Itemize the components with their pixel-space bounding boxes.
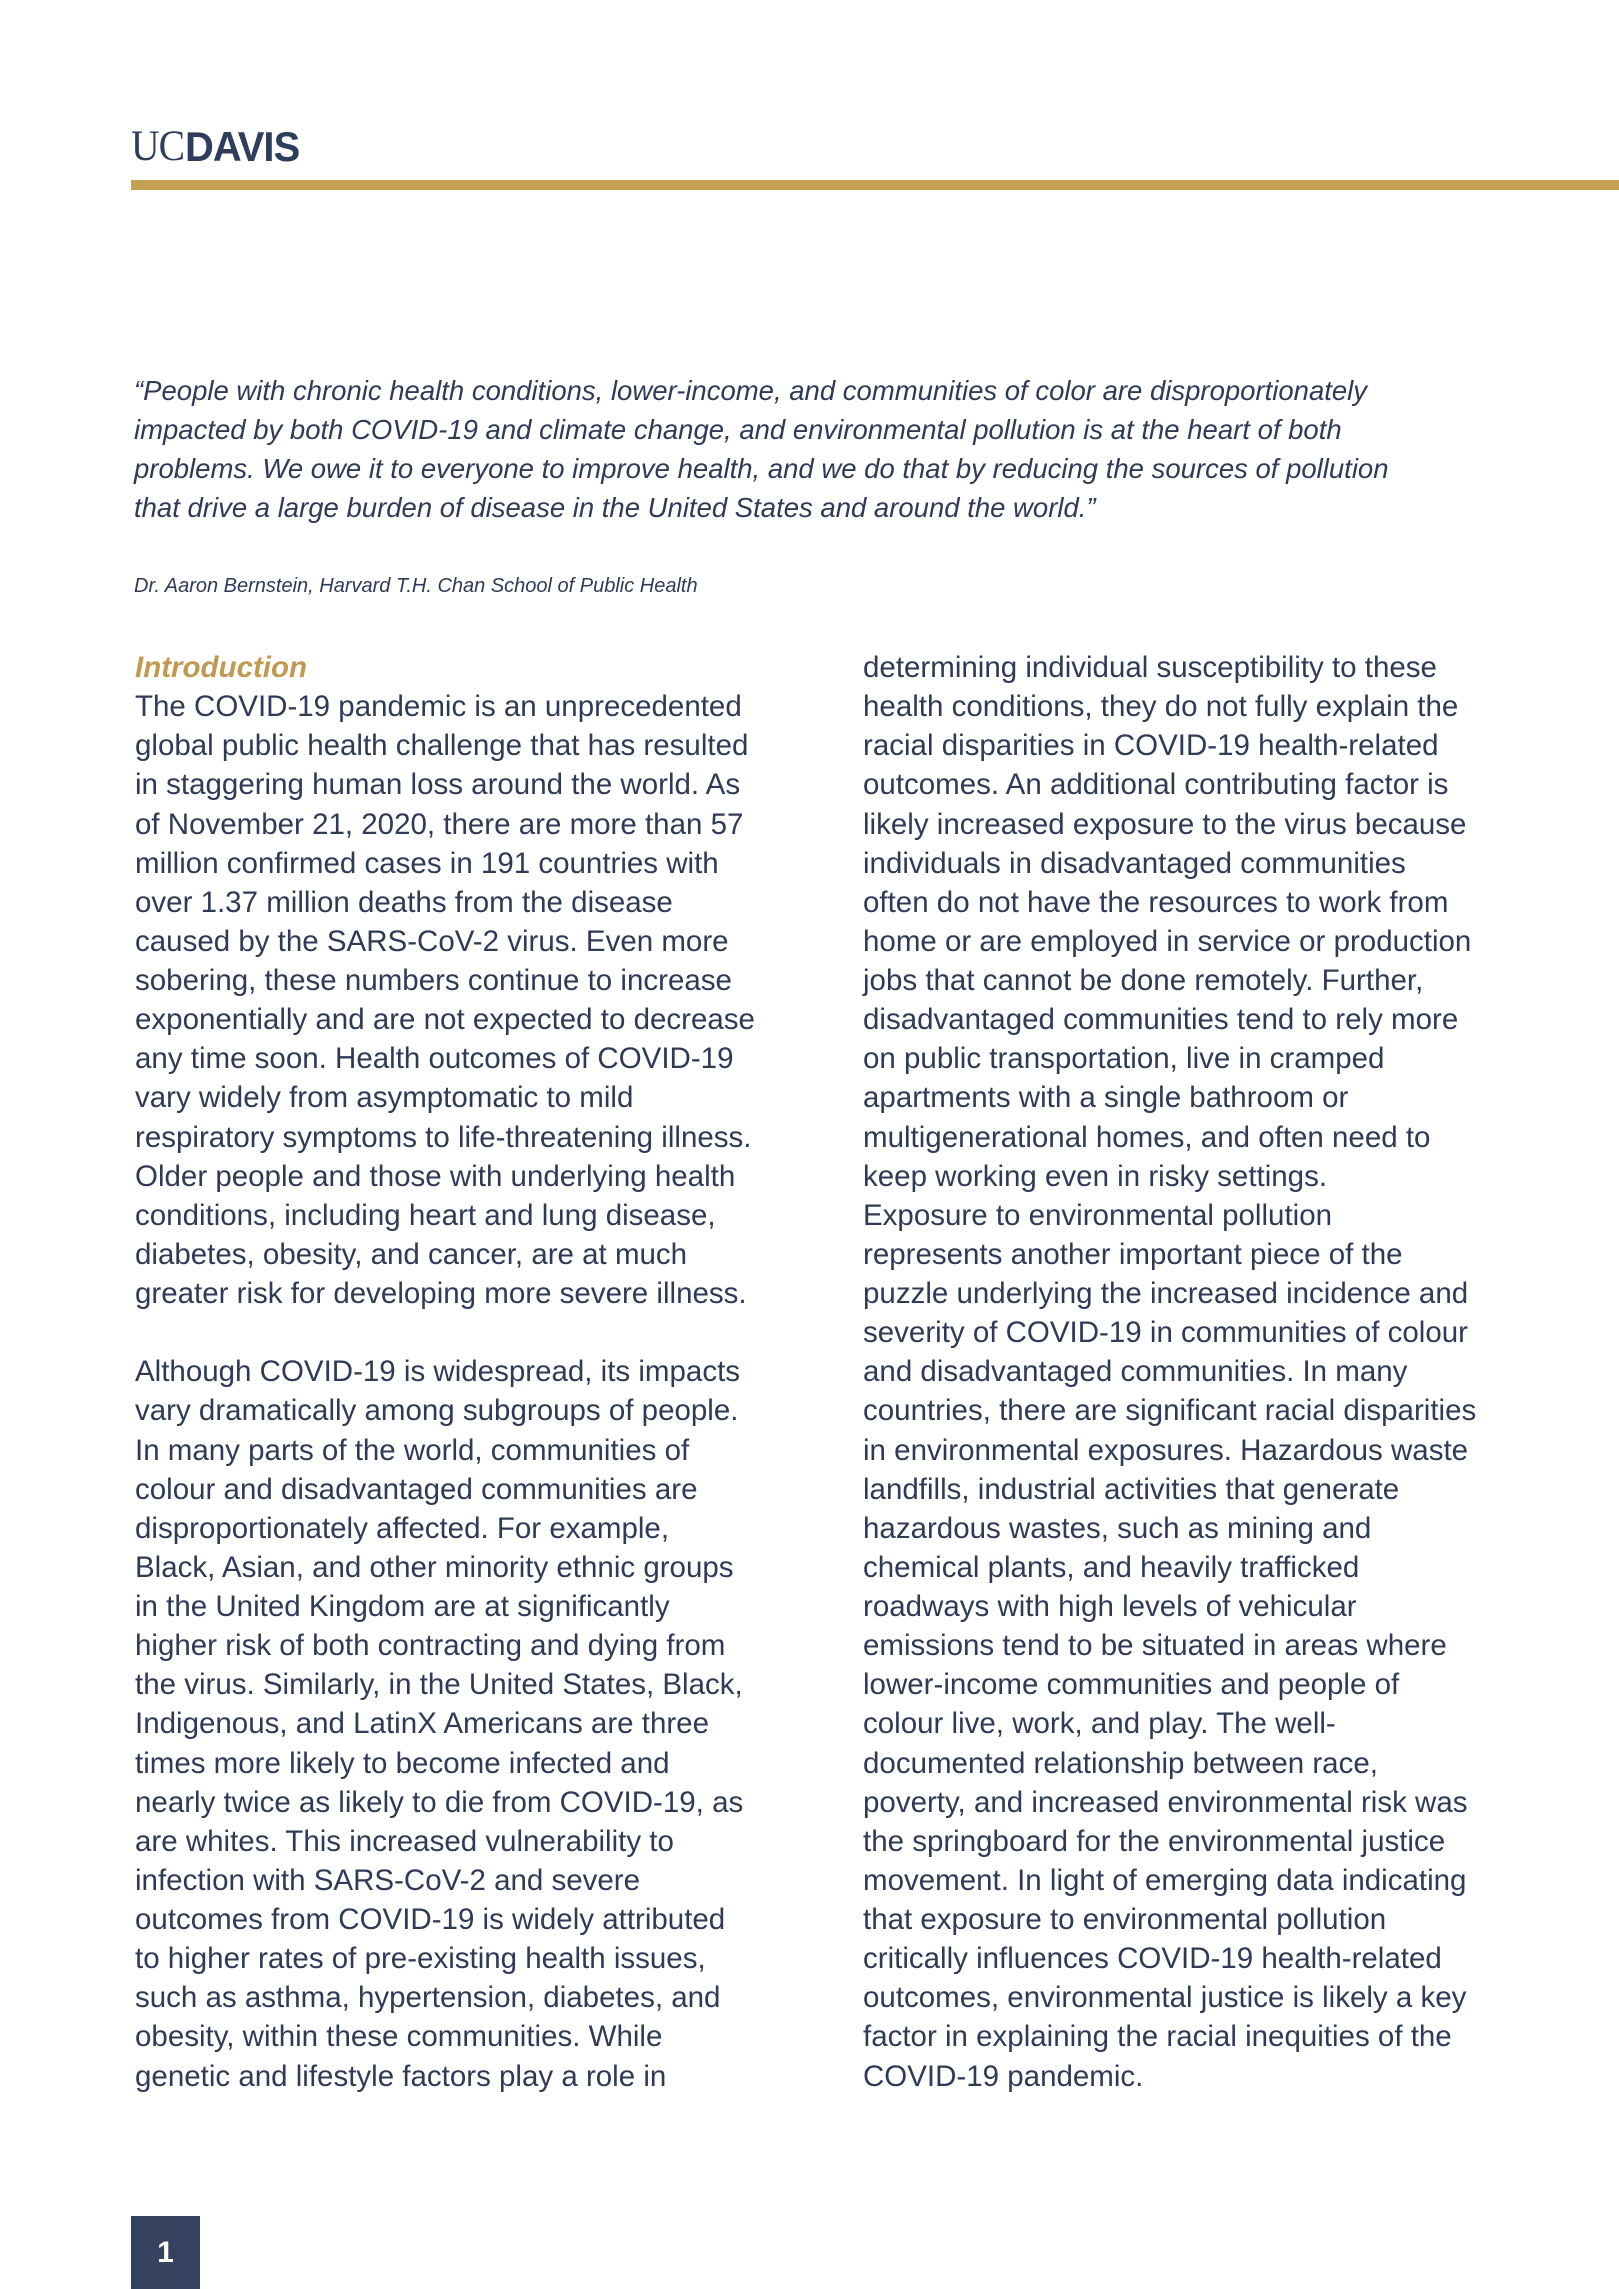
text-line: represents another important piece of the bbox=[863, 1237, 1403, 1271]
logo-uc: UC bbox=[131, 123, 185, 170]
text-line: such as asthma, hypertension, diabetes, and bbox=[135, 1981, 721, 2015]
text-line: the springboard for the environmental justice bbox=[863, 1824, 1446, 1858]
text-line: often do not have the resources to work from bbox=[863, 885, 1449, 919]
text-line: hazardous wastes, such as mining and bbox=[863, 1511, 1372, 1545]
right-column bbox=[863, 648, 1476, 2096]
text-line: racial disparities in COVID-19 health-related bbox=[863, 729, 1439, 763]
text-line: roadways with high levels of vehicular bbox=[863, 1590, 1357, 1623]
text-line: on public transportation, live in cramped bbox=[863, 1042, 1385, 1076]
text-line: Indigenous, and LatinX Americans are three bbox=[135, 1707, 709, 1741]
text-line: colour live, work, and play. The well- bbox=[863, 1707, 1336, 1741]
text-line: vary dramatically among subgroups of people. bbox=[135, 1394, 739, 1428]
text-line: nearly twice as likely to die from COVID-19, as bbox=[135, 1785, 744, 1819]
text-line: in environmental exposures. Hazardous waste bbox=[863, 1433, 1469, 1467]
text-line: factor in explaining the racial inequities of the bbox=[863, 2020, 1452, 2054]
text-line: global public health challenge that has resulted bbox=[135, 729, 749, 763]
text-line: disadvantaged communities tend to rely more bbox=[863, 1003, 1459, 1037]
text-line: genetic and lifestyle factors play a role in bbox=[135, 2059, 667, 2093]
paragraph bbox=[863, 1196, 1476, 2096]
text-line: sobering, these numbers continue to increase bbox=[135, 964, 732, 997]
text-line: are whites. This increased vulnerability to bbox=[135, 1824, 674, 1858]
text-line: Black, Asian, and other minority ethnic groups bbox=[135, 1550, 734, 1584]
text-line: puzzle underlying the increased incidence and bbox=[863, 1277, 1469, 1310]
text-line: The COVID-19 pandemic is an unprecedented bbox=[135, 690, 742, 724]
text-line: In many parts of the world, communities of bbox=[135, 1433, 690, 1467]
text-line: chemical plants, and heavily trafficked bbox=[863, 1550, 1360, 1584]
pull-quote bbox=[134, 371, 1594, 527]
paragraph bbox=[135, 687, 755, 1313]
text-line: exponentially and are not expected to decrease bbox=[135, 1003, 755, 1037]
text-line: likely increased exposure to the virus because bbox=[863, 807, 1467, 841]
text-line: keep working even in risky settings. bbox=[863, 1159, 1328, 1193]
text-line: health conditions, they do not fully explain the bbox=[863, 690, 1459, 724]
text-line: home or are employed in service or production bbox=[863, 924, 1472, 958]
text-line: of November 21, 2020, there are more than 57 bbox=[135, 807, 744, 841]
text-line: disproportionately affected. For example, bbox=[135, 1511, 670, 1545]
text-line: any time soon. Health outcomes of COVID-19 bbox=[135, 1042, 734, 1076]
text-line: severity of COVID-19 in communities of colour bbox=[863, 1316, 1468, 1350]
text-line: vary widely from asymptomatic to mild bbox=[135, 1081, 634, 1115]
text-line: landfills, industrial activities that generate bbox=[863, 1472, 1400, 1506]
text-line: caused by the SARS-CoV-2 virus. Even more bbox=[135, 924, 729, 958]
text-line: documented relationship between race, bbox=[863, 1746, 1378, 1780]
quote-line: impacted by both COVID-19 and climate change, and environmental pollution is at the heart of both bbox=[134, 414, 1342, 445]
paragraph bbox=[135, 1352, 755, 2095]
text-line: colour and disadvantaged communities are bbox=[135, 1472, 698, 1506]
text-line: countries, there are significant racial disparities bbox=[863, 1394, 1477, 1428]
text-line: Older people and those with underlying health bbox=[135, 1159, 736, 1193]
text-line: over 1.37 million deaths from the disease bbox=[135, 885, 673, 919]
header-gold-rule bbox=[131, 180, 1619, 190]
text-line: Although COVID-19 is widespread, its impacts bbox=[135, 1355, 741, 1389]
quote-line: “People with chronic health conditions, lower-income, and communities of color are disproportionately bbox=[134, 375, 1368, 406]
text-line: times more likely to become infected and bbox=[135, 1746, 670, 1780]
text-line: multigenerational homes, and often need to bbox=[863, 1120, 1431, 1154]
text-line: lower-income communities and people of bbox=[863, 1668, 1400, 1702]
section-heading: Introduction bbox=[135, 651, 308, 684]
text-line: movement. In light of emerging data indicating bbox=[863, 1863, 1467, 1897]
text-line: apartments with a single bathroom or bbox=[863, 1081, 1349, 1115]
text-line: outcomes. An additional contributing factor is bbox=[863, 768, 1449, 802]
quote-line: problems. We owe it to everyone to improve health, and we do that by reducing the sources of pollution bbox=[134, 453, 1389, 484]
text-line: outcomes from COVID-19 is widely attributed bbox=[135, 1903, 726, 1936]
text-line: in the United Kingdom are at significantly bbox=[135, 1590, 670, 1623]
text-line: COVID-19 pandemic. bbox=[863, 2059, 1144, 2093]
text-line: emissions tend to be situated in areas where bbox=[863, 1629, 1447, 1663]
text-line: jobs that cannot be done remotely. Further, bbox=[863, 964, 1424, 997]
text-line: that exposure to environmental pollution bbox=[863, 1903, 1387, 1936]
text-line: million confirmed cases in 191 countries with bbox=[135, 846, 719, 880]
text-line: obesity, within these communities. While bbox=[135, 2020, 663, 2054]
quote-attribution: Dr. Aaron Bernstein, Harvard T.H. Chan School of Public Health bbox=[134, 575, 698, 597]
text-line: to higher rates of pre-existing health issues, bbox=[135, 1942, 706, 1976]
paragraph bbox=[863, 648, 1476, 1196]
text-line: in staggering human loss around the world. As bbox=[135, 768, 741, 802]
ucdavis-logo bbox=[131, 123, 305, 170]
text-line: respiratory symptoms to life-threatening illness. bbox=[135, 1120, 752, 1154]
text-line: poverty, and increased environmental risk was bbox=[863, 1785, 1468, 1819]
page-number: 1 bbox=[157, 2235, 174, 2269]
text-line: higher risk of both contracting and dying from bbox=[135, 1629, 726, 1663]
paragraph-spacer bbox=[135, 1313, 755, 1352]
logo-davis: DAVIS bbox=[184, 123, 299, 170]
text-line: determining individual susceptibility to these bbox=[863, 651, 1437, 684]
text-line: critically influences COVID-19 health-related bbox=[863, 1942, 1442, 1976]
text-line: greater risk for developing more severe illness. bbox=[135, 1277, 747, 1310]
text-line: diabetes, obesity, and cancer, are at much bbox=[135, 1237, 688, 1271]
text-line: infection with SARS-CoV-2 and severe bbox=[135, 1863, 641, 1897]
left-column bbox=[135, 648, 755, 2096]
text-line: the virus. Similarly, in the United States, Black, bbox=[135, 1668, 743, 1702]
text-line: outcomes, environmental justice is likely a key bbox=[863, 1981, 1467, 2015]
text-line: and disadvantaged communities. In many bbox=[863, 1355, 1408, 1389]
text-line: individuals in disadvantaged communities bbox=[863, 846, 1406, 880]
text-line: conditions, including heart and lung disease, bbox=[135, 1198, 716, 1232]
quote-line: that drive a large burden of disease in the United States and around the world.” bbox=[134, 492, 1096, 523]
page-number-badge bbox=[131, 2216, 200, 2289]
text-line: Exposure to environmental pollution bbox=[863, 1198, 1333, 1232]
